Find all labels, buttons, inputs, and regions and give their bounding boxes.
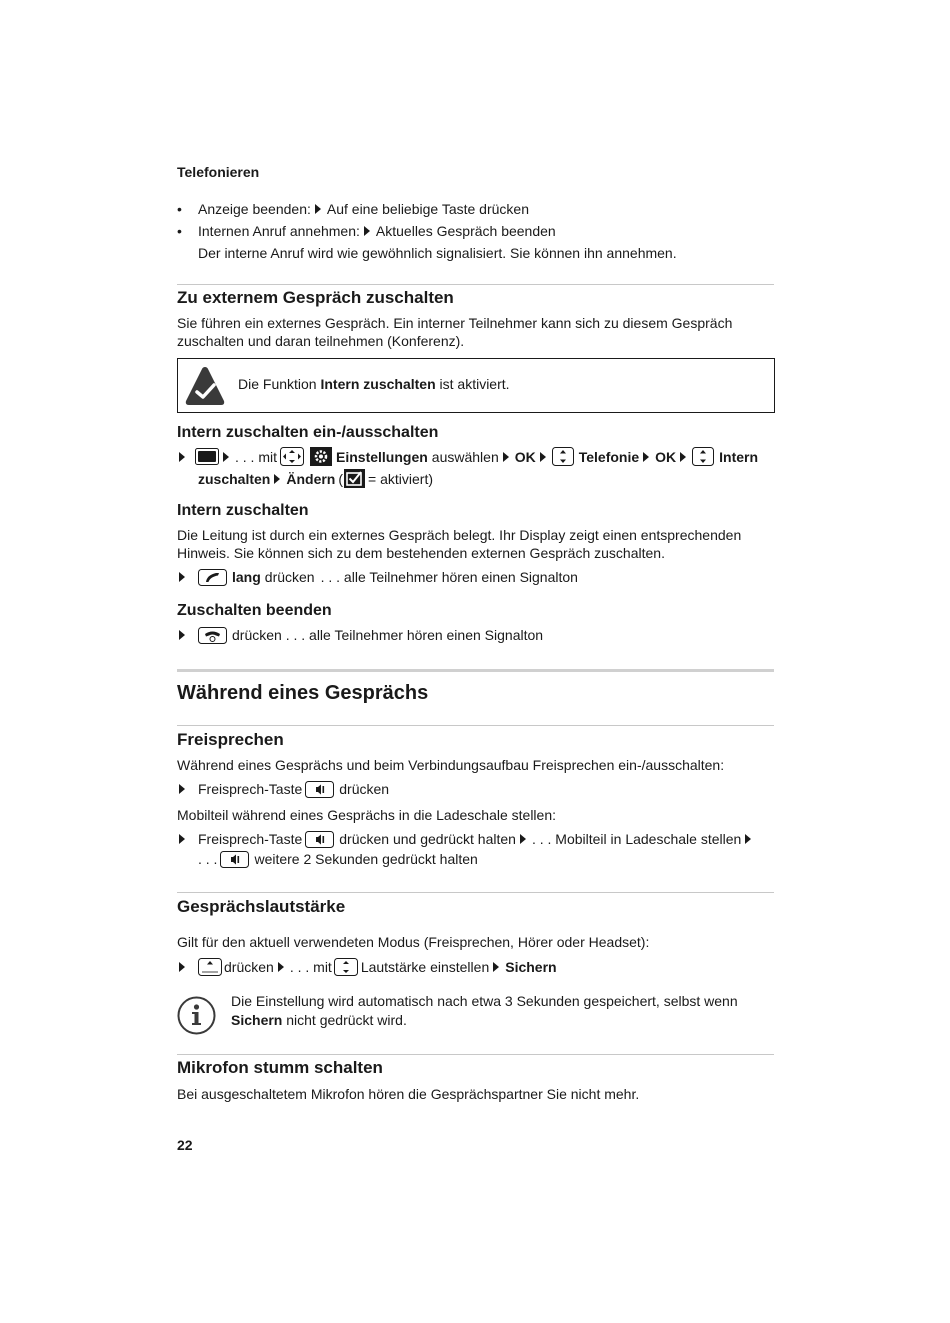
arrow-right-icon [223, 452, 229, 462]
section-divider [177, 725, 774, 726]
menu-einstellungen: Einstellungen [336, 448, 428, 465]
menu-zuschalten: zuschalten [198, 470, 271, 487]
section-title: Mikrofon stumm schalten [177, 1058, 383, 1077]
checkbox-checked-icon [344, 469, 365, 488]
text-part: Lautstärke einstellen [360, 959, 490, 975]
instruction-step [177, 958, 557, 976]
instruction-step [177, 830, 757, 848]
list-item-action: Auf eine beliebige Taste drücken [326, 201, 529, 217]
step-arrow-icon [179, 784, 185, 794]
list-item-label: Anzeige beenden: [198, 201, 311, 217]
section-divider [177, 284, 774, 285]
arrow-right-icon [520, 834, 526, 844]
info-text [231, 1011, 407, 1029]
end-call-key-icon [198, 627, 227, 644]
menu-telefonie: Telefonie [578, 448, 640, 465]
instruction-step [177, 447, 758, 466]
subsection-title: Intern zuschalten ein-/ausschalten [177, 424, 439, 441]
info-text: Die Einstellung wird automatisch nach etwa 3 Sekunden gespeichert, selbst wenn [231, 993, 738, 1009]
up-key-icon [198, 958, 222, 976]
arrow-right-icon [643, 452, 649, 462]
sichern-softkey: Sichern [505, 959, 557, 975]
text-part: drücken [339, 781, 390, 797]
subsection-title: Zuschalten beenden [177, 602, 332, 619]
text-part: nicht gedrückt wird. [282, 1012, 407, 1028]
aendern-softkey: Ändern [286, 470, 336, 487]
instruction-step [177, 780, 389, 798]
section-title: Freisprechen [177, 730, 284, 749]
step-arrow-icon [179, 962, 185, 972]
section-divider [177, 892, 774, 893]
text-part: drücken [224, 959, 274, 975]
list-item-label: Internen Anruf annehmen: [198, 223, 360, 239]
running-header: Telefonieren [177, 164, 260, 180]
text-bold: lang [232, 569, 261, 585]
bullet: • [177, 201, 182, 217]
bullet: • [177, 223, 182, 239]
text-part: weitere 2 Sekunden gedrückt halten [254, 851, 478, 867]
text-part: Freisprech-Taste [198, 831, 303, 847]
arrow-right-icon [680, 452, 686, 462]
text-part: . . . mit [289, 959, 332, 975]
section-divider [177, 1054, 774, 1055]
text-part: . . . Mobilteil in Ladeschale stellen [531, 831, 742, 847]
section-title: Zu externem Gespräch zuschalten [177, 288, 454, 307]
arrow-right-icon [278, 962, 284, 972]
manual-page [177, 0, 775, 1323]
subsection-title: Intern zuschalten [177, 502, 309, 519]
text-bold: Intern zuschalten [320, 376, 436, 392]
text-part: ist aktiviert. [435, 376, 510, 392]
step-arrow-icon [179, 452, 185, 462]
speaker-key-icon [305, 831, 334, 848]
text-part: Freisprech-Taste [198, 781, 303, 797]
step-arrow-icon [179, 572, 185, 582]
text-part: ( [338, 470, 344, 487]
instruction-step [177, 568, 578, 586]
prerequisite-text [238, 375, 510, 393]
text-part: . . . mit [235, 448, 277, 465]
paragraph: Sie führen ein externes Gespräch. Ein interner Teilnehmer kann sich zu diesem Gespräch [177, 315, 733, 331]
text-part: = aktiviert) [368, 470, 433, 487]
gear-icon [310, 447, 332, 466]
speaker-key-icon [220, 851, 249, 868]
text-part: Die Funktion [238, 376, 321, 392]
arrow-right-icon [315, 204, 321, 214]
list-item-action: Aktuelles Gespräch beenden [375, 223, 556, 239]
paragraph: Hinweis. Sie können sich zu dem bestehenden externen Gespräch zuschalten. [177, 545, 665, 561]
text-part: drücken [264, 569, 315, 585]
arrow-right-icon [274, 474, 280, 484]
up-down-key-icon [552, 447, 574, 466]
up-down-key-icon [692, 447, 714, 466]
text-part: drücken und gedrückt halten [339, 831, 516, 847]
speaker-key-icon [305, 781, 334, 798]
arrow-right-icon [540, 452, 546, 462]
text-part: auswählen [431, 448, 499, 465]
text-part: drücken . . . alle Teilnehmer hören einen Signalton [232, 627, 544, 643]
chapter-title: Während eines Gesprächs [177, 682, 429, 704]
arrow-right-icon [503, 452, 509, 462]
step-arrow-icon [179, 630, 185, 640]
list-note: Der interne Anruf wird wie gewöhnlich signalisiert. Sie können ihn annehmen. [198, 245, 677, 261]
instruction-step-continued [198, 850, 478, 868]
menu-intern: Intern [719, 448, 759, 465]
up-down-key-icon [334, 958, 358, 976]
paragraph: Während eines Gesprächs und beim Verbindungsaufbau Freisprechen ein-/ausschalten: [177, 757, 725, 773]
navigation-key-icon [280, 447, 304, 466]
chapter-divider [177, 669, 774, 672]
text-part: . . . alle Teilnehmer hören einen Signalton [320, 569, 578, 585]
ok-softkey: OK [655, 448, 677, 465]
checkmark-triangle-icon [184, 365, 226, 407]
step-arrow-icon [179, 834, 185, 844]
paragraph: Gilt für den aktuell verwendeten Modus (Freisprechen, Hörer oder Headset): [177, 934, 650, 950]
paragraph: zuschalten und daran teilnehmen (Konferenz). [177, 333, 465, 349]
menu-key-icon [195, 448, 219, 465]
prerequisite-box [177, 358, 775, 413]
arrow-right-icon [364, 226, 370, 236]
text-part: . . . [198, 851, 218, 867]
section-title: Gesprächslautstärke [177, 897, 346, 916]
arrow-right-icon [745, 834, 751, 844]
arrow-right-icon [493, 962, 499, 972]
paragraph: Bei ausgeschaltetem Mikrofon hören die Gesprächspartner Sie nicht mehr. [177, 1086, 640, 1102]
talk-key-icon [198, 569, 227, 586]
info-icon [177, 996, 216, 1035]
ok-softkey: OK [514, 448, 536, 465]
text-bold: Sichern [231, 1012, 283, 1028]
paragraph: Die Leitung ist durch ein externes Gespräch belegt. Ihr Display zeigt einen entsprechenden [177, 527, 742, 543]
page-number: 22 [177, 1137, 193, 1153]
instruction-step [177, 626, 543, 644]
instruction-step-continued [198, 469, 433, 488]
paragraph: Mobilteil während eines Gesprächs in die Ladeschale stellen: [177, 807, 556, 823]
